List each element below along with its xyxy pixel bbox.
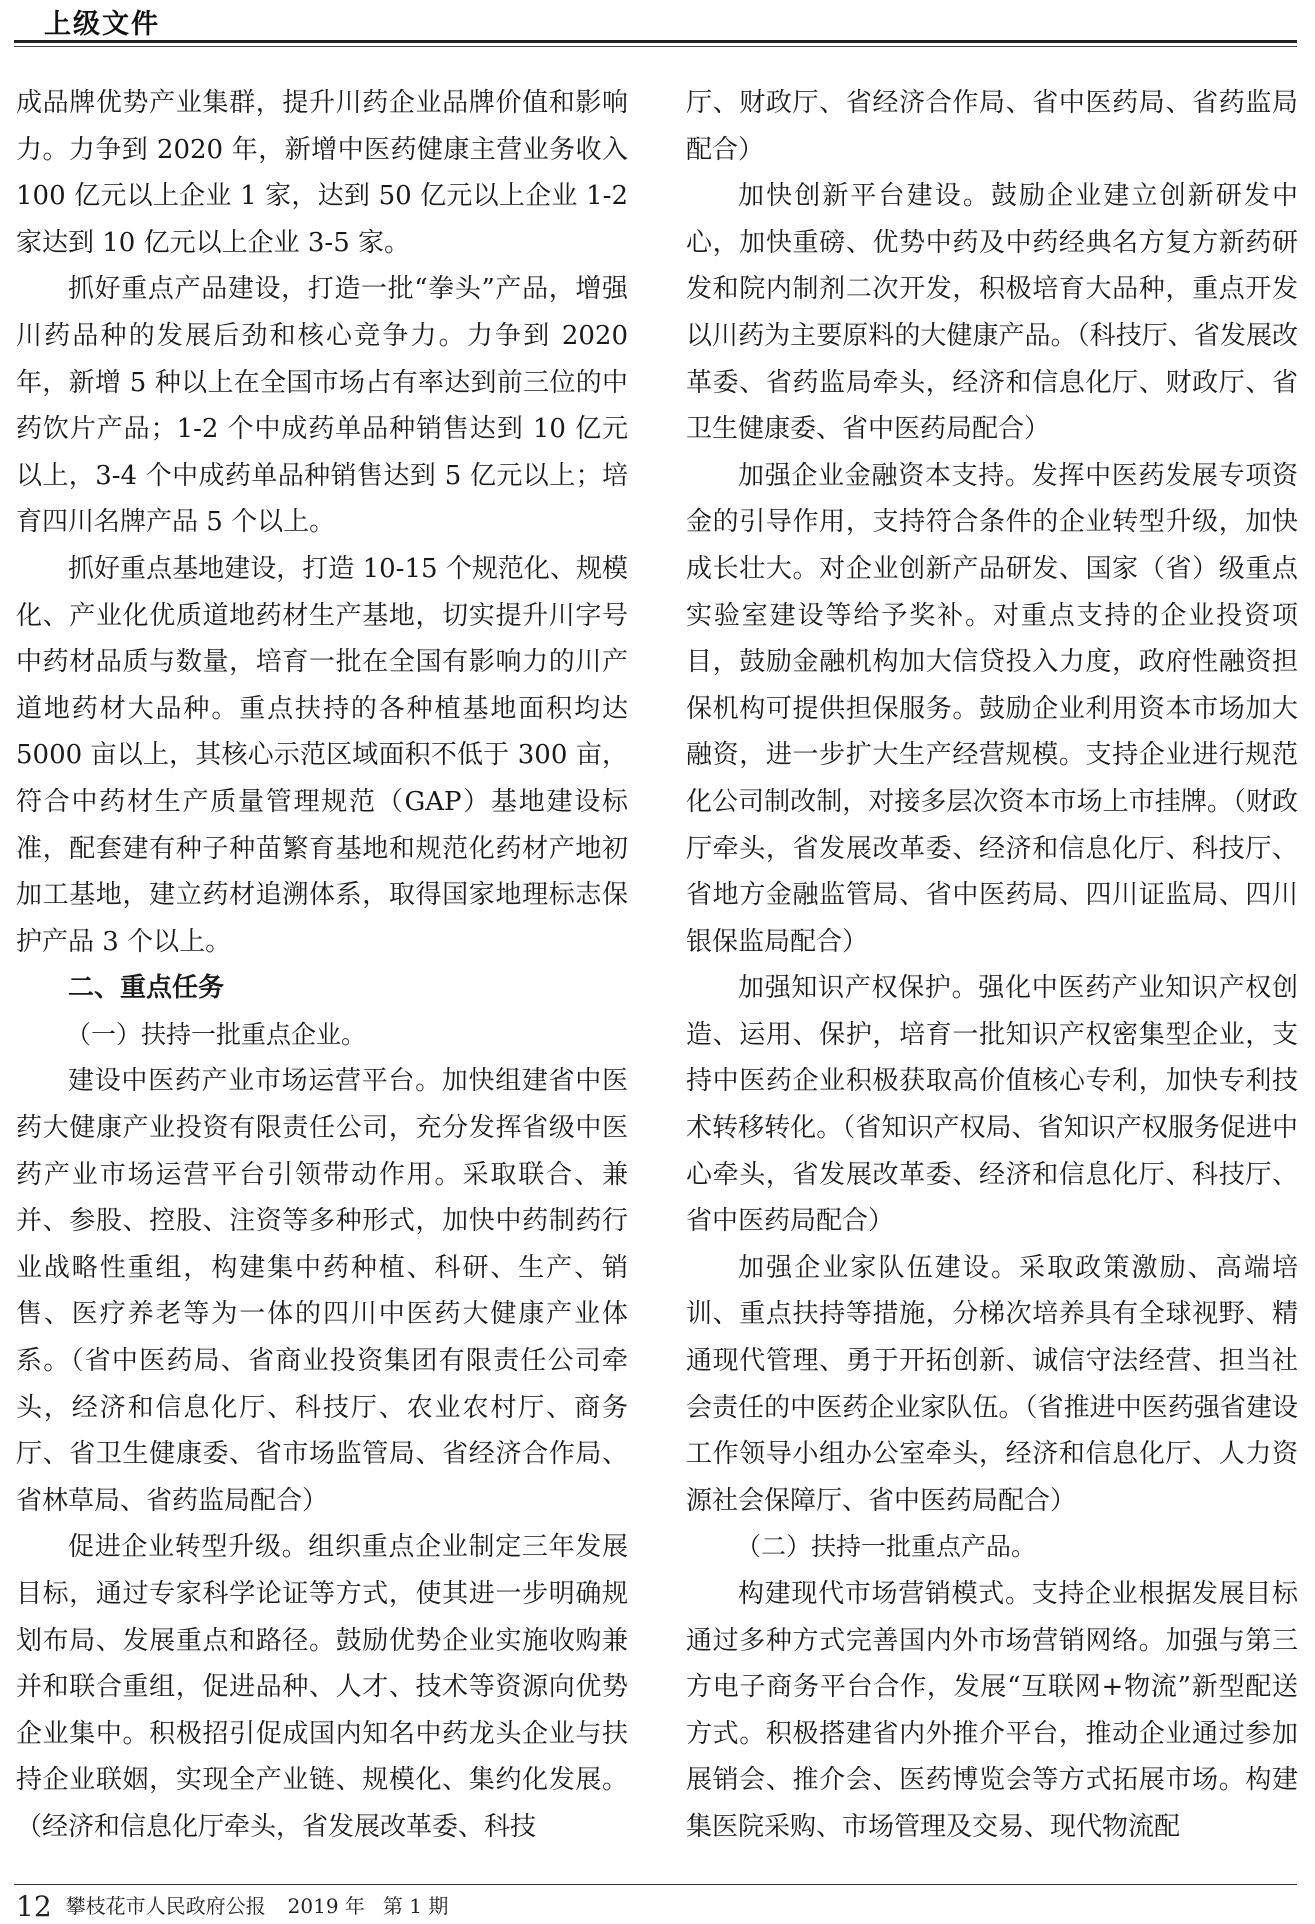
- footer-divider: [14, 1884, 1297, 1885]
- header-divider-thin: [14, 46, 1297, 47]
- paragraph: 加快创新平台建设。鼓励企业建立创新研发中心，加快重磅、优势中药及中药经典名方复方新药研发和院内制剂二次开发，积极培育大品种，重点开发以川药为主要原料的大健康产品。（科技厅、省发展改革委、省药监局牵头，经济和信息化厅、财政厅、省卫生健康委、省中医药局配合）: [686, 181, 1298, 445]
- paragraph: 抓好重点基地建设，打造 10-15 个规范化、规模化、产业化优质道地药材生产基地，切实提升川字号中药材品质与数量，培育一批在全国有影响力的川产道地药材大品种。重点扶持的各种植基地面积均达 5000 亩以上，其核心示范区域面积不低于 300 亩，符合中药材生产质量管理规范（GAP）基地建设标准，配套建有种子种苗繁育基地和规范化药材产地初加工基地，建立药材追溯体系，取得国家地理标志保护产品 3 个以上。: [16, 553, 628, 957]
- page-footer: [16, 1890, 448, 1923]
- paragraph: 加强企业金融资本支持。发挥中医药发展专项资金的引导作用，支持符合条件的企业转型升级，加快成长壮大。对企业创新产品研发、国家（省）级重点实验室建设等给予奖补。对重点支持的企业投资项目，鼓励金融机构加大信贷投入力度，政府性融资担保机构可提供担保服务。鼓励企业利用资本市场加大融资，进一步扩大生产经营规模。支持企业进行规范化公司制改制，对接多层次资本市场上市挂牌。（财政厅牵头，省发展改革委、经济和信息化厅、科技厅、省地方金融监管局、省中医药局、四川证监局、四川银保监局配合）: [686, 460, 1298, 957]
- header-divider: [14, 40, 1297, 43]
- paragraph: 建设中医药产业市场运营平台。加快组建省中医药大健康产业投资有限责任公司，充分发挥省级中医药产业市场运营平台引领带动作用。采取联合、兼并、参股、控股、注资等多种形式，加快中药制药行业战略性重组，构建集中药种植、科研、生产、销售、医疗养老等为一体的四川中医药大健康产业体系。（省中医药局、省商业投资集团有限责任公司牵头，经济和信息化厅、科技厅、农业农村厅、商务厅、省卫生健康委、省市场监管局、省经济合作局、省林草局、省药监局配合）: [16, 1066, 628, 1516]
- paragraph: 加强知识产权保护。强化中医药产业知识产权创造、运用、保护，培育一批知识产权密集型企业，支持中医药企业积极获取高价值核心专利，加快专利技术转移转化。（省知识产权局、省知识产权服务促进中心牵头，省发展改革委、经济和信息化厅、科技厅、省中医药局配合）: [686, 973, 1298, 1237]
- paragraph: 抓好重点产品建设，打造一批“拳头”产品，增强川药品种的发展后劲和核心竞争力。力争到 2020 年，新增 5 种以上在全国市场占有率达到前三位的中药饮片产品；1-2 个中成药单品种销售达到 10 亿元以上，3-4 个中成药单品种销售达到 5 亿元以上；培育四川名牌产品 5 个以上。: [16, 274, 628, 538]
- paragraph: 厅、财政厅、省经济合作局、省中医药局、省药监局配合）: [686, 88, 1298, 165]
- paragraph: 成品牌优势产业集群，提升川药企业品牌价值和影响力。力争到 2020 年，新增中医药健康主营业务收入 100 亿元以上企业 1 家，达到 50 亿元以上企业 1-2 家达到 10 亿元以上企业 3-5 家。: [16, 88, 628, 258]
- publication-name: 攀枝花市人民政府公报: [65, 1894, 266, 1918]
- section-title: 上级文件: [44, 9, 160, 40]
- right-text-column: [686, 80, 1298, 1851]
- publication-year: 2019 年: [287, 1894, 365, 1918]
- subsection-heading: （二）扶持一批重点产品。: [736, 1532, 1037, 1562]
- paragraph: 构建现代市场营销模式。支持企业根据发展目标通过多种方式完善国内外市场营销网络。加强与第三方电子商务平台合作，发展“互联网+物流”新型配送方式。积极搭建省内外推介平台，推动企业通过参加展销会、推介会、医药博览会等方式拓展市场。构建集医院采购、市场管理及交易、现代物流配: [686, 1579, 1298, 1842]
- paragraph: 加强企业家队伍建设。采取政策激励、高端培训、重点扶持等措施，分梯次培养具有全球视野、精通现代管理、勇于开拓创新、诚信守法经营、担当社会责任的中医药企业家队伍。（省推进中医药强省建设工作领导小组办公室牵头，经济和信息化厅、人力资源社会保障厅、省中医药局配合）: [686, 1252, 1298, 1516]
- left-text-column: [16, 80, 628, 1851]
- subsection-heading: （一）扶持一批重点企业。: [66, 1019, 367, 1049]
- paragraph: 促进企业转型升级。组织重点企业制定三年发展目标，通过专家科学论证等方式，使其进一步明确规划布局、发展重点和路径。鼓励优势企业实施收购兼并和联合重组，促进品种、人才、技术等资源向优势企业集中。积极招引促成国内知名中药龙头企业与扶持企业联姻，实现全产业链、规模化、集约化发展。（经济和信息化厅牵头，省发展改革委、科技: [16, 1532, 628, 1842]
- section-heading: 二、重点任务: [68, 973, 225, 1004]
- issue-number: 第 1 期: [382, 1894, 449, 1918]
- page-number: 12: [16, 1890, 52, 1923]
